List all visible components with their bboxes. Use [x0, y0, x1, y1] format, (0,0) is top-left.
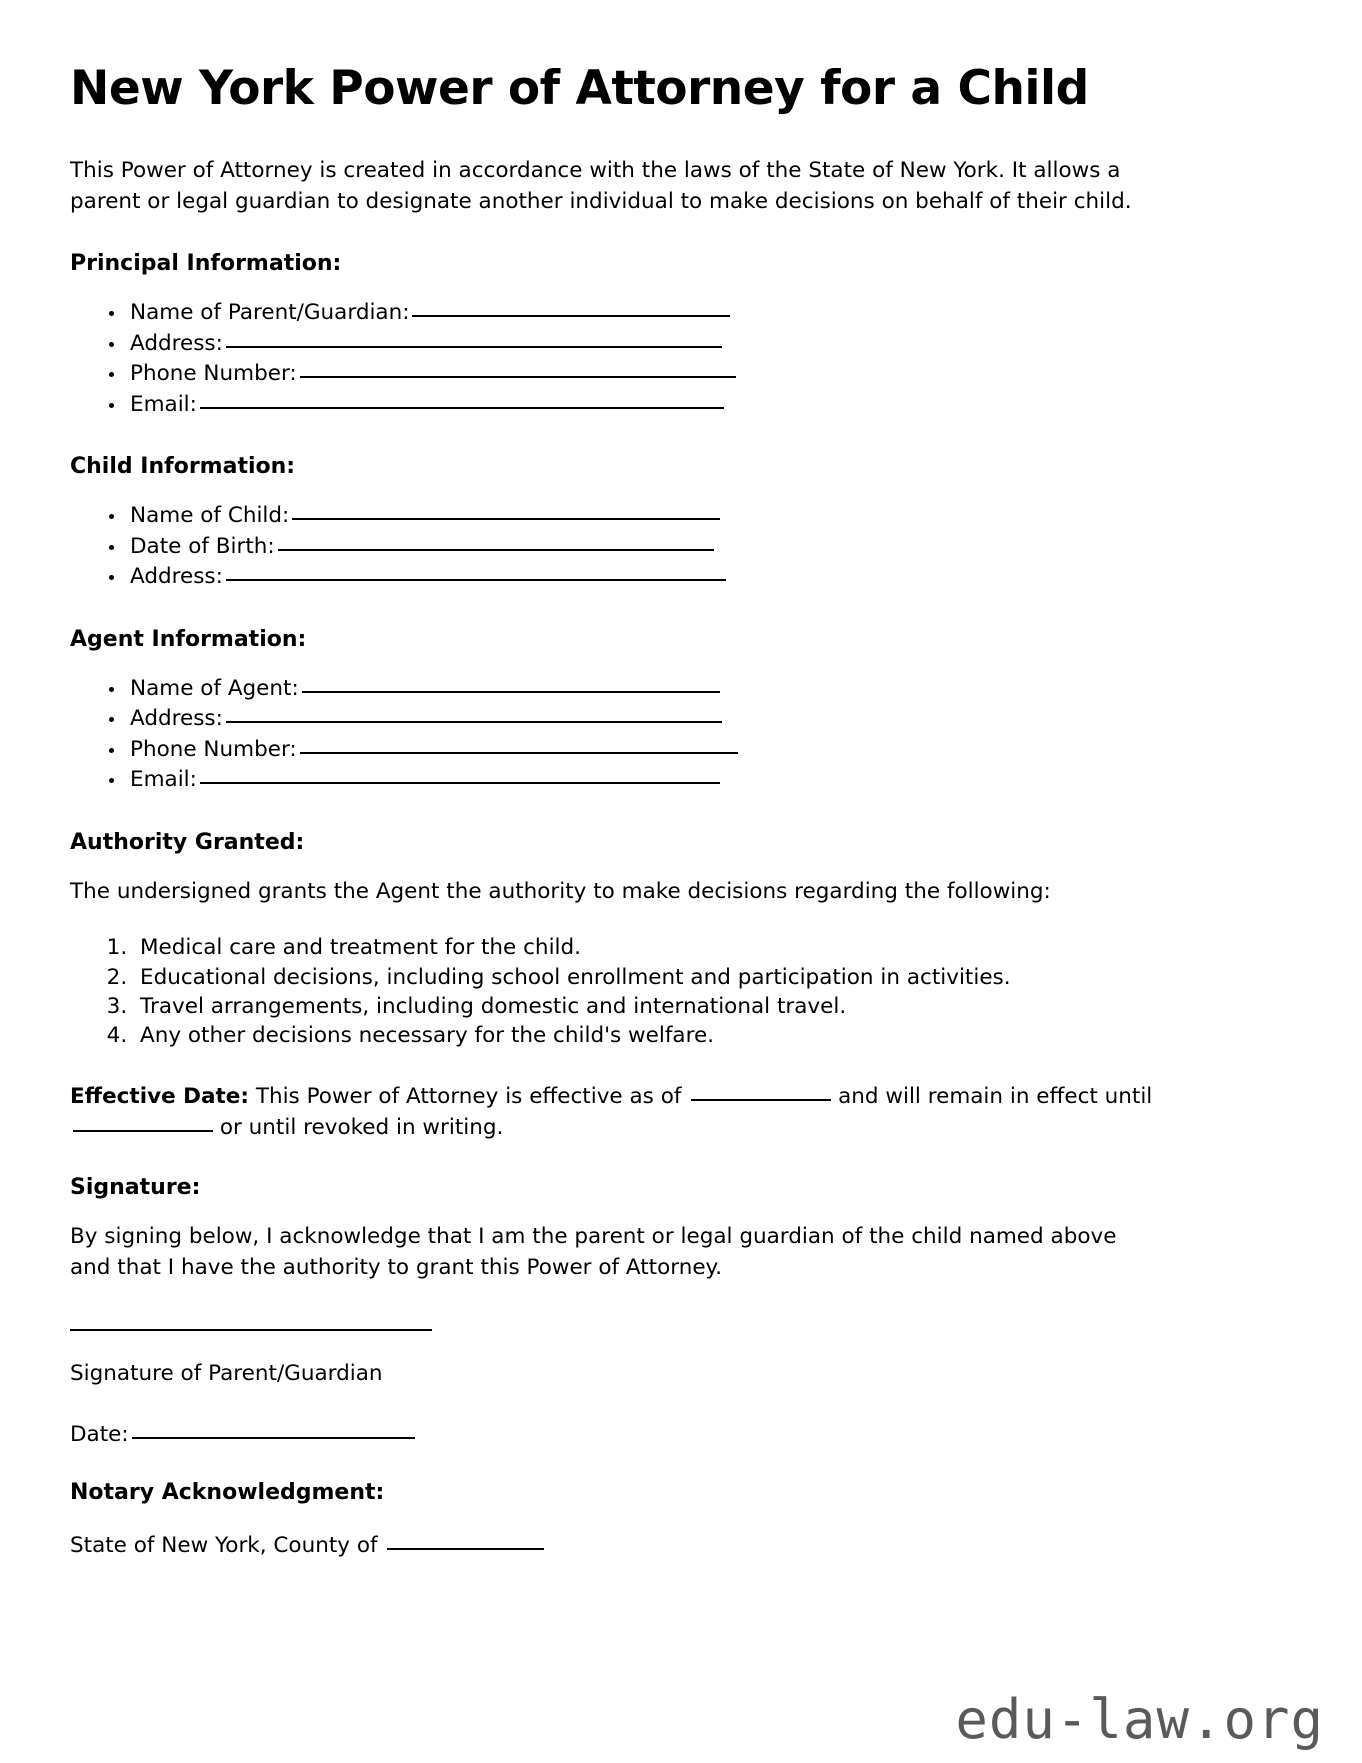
fill-in-blank[interactable]	[200, 407, 724, 409]
authority-item-list	[70, 933, 1292, 1050]
field-label: Address:	[130, 706, 223, 732]
state-county-label: State of New York, County of	[70, 1533, 385, 1559]
signature-heading: Signature:	[70, 1175, 201, 1201]
authority-granted-heading: Authority Granted:	[70, 829, 305, 855]
effective-date-label: Effective Date:	[70, 1084, 249, 1110]
effective-date-blank[interactable]	[691, 1099, 831, 1101]
child-field-list	[70, 501, 1292, 593]
page-title: New York Power of Attorney for a Child	[70, 61, 1089, 116]
list-item	[106, 704, 1292, 735]
list-item: 4. Any other decisions necessary for the child's welfare.	[134, 1021, 1292, 1050]
signature-caption: Signature of Parent/Guardian	[70, 1361, 383, 1387]
principal-information-heading: Principal Information:	[70, 251, 342, 277]
fill-in-blank[interactable]	[412, 315, 730, 317]
effective-date-text-after: or until revoked in writing.	[213, 1114, 504, 1140]
effective-date-text-before: This Power of Attorney is effective as of	[248, 1084, 689, 1110]
list-item	[106, 765, 1292, 796]
field-label: Name of Agent:	[130, 675, 299, 701]
effective-date-text-between: and will remain in effect until	[831, 1084, 1153, 1110]
field-label: Email:	[130, 391, 197, 417]
notary-state-county-row	[70, 1531, 1292, 1562]
field-label: Date of Birth:	[130, 533, 275, 559]
date-label: Date:	[70, 1421, 129, 1447]
field-label: Address:	[130, 564, 223, 590]
field-label: Name of Parent/Guardian:	[130, 300, 410, 326]
list-item	[106, 532, 1292, 563]
fill-in-blank[interactable]	[200, 782, 720, 784]
list-item	[106, 329, 1292, 360]
fill-in-blank[interactable]	[292, 518, 720, 520]
list-item	[106, 298, 1292, 329]
signature-date-row	[70, 1420, 1292, 1451]
signature-date-blank[interactable]	[132, 1437, 415, 1439]
list-item	[106, 501, 1292, 532]
list-item	[106, 674, 1292, 705]
expiration-date-blank[interactable]	[73, 1130, 213, 1132]
intro-paragraph: This Power of Attorney is created in accordance with the laws of the State of New York. It allows a parent or legal guardian to designate another individual to make decisions on behalf of their child.	[70, 158, 1132, 214]
list-item	[106, 735, 1292, 766]
authority-lead-paragraph: The undersigned grants the Agent the authority to make decisions regarding the following:	[70, 878, 1051, 904]
list-item	[106, 359, 1292, 390]
list-item: 2. Educational decisions, including school enrollment and participation in activities.	[134, 963, 1292, 992]
fill-in-blank[interactable]	[226, 346, 722, 348]
fill-in-blank[interactable]	[226, 721, 722, 723]
principal-field-list	[70, 298, 1292, 420]
signature-acknowledgement-paragraph: By signing below, I acknowledge that I am the parent or legal guardian of the child named above and that I have the authority to grant this Power of Attorney.	[70, 1224, 1117, 1280]
field-label: Email:	[130, 767, 197, 793]
field-label: Phone Number:	[130, 736, 297, 762]
fill-in-blank[interactable]	[300, 376, 736, 378]
agent-information-heading: Agent Information:	[70, 626, 307, 652]
list-item: 3. Travel arrangements, including domestic and international travel.	[134, 992, 1292, 1021]
effective-date-paragraph	[70, 1082, 1160, 1143]
fill-in-blank[interactable]	[300, 752, 738, 754]
site-watermark: edu-law.org	[955, 1688, 1324, 1751]
list-item	[106, 390, 1292, 421]
list-item: 1. Medical care and treatment for the child.	[134, 933, 1292, 962]
fill-in-blank[interactable]	[226, 579, 726, 581]
notary-acknowledgment-heading: Notary Acknowledgment:	[70, 1480, 385, 1506]
fill-in-blank[interactable]	[278, 549, 714, 551]
county-blank[interactable]	[387, 1548, 544, 1550]
signature-line[interactable]	[70, 1329, 432, 1331]
field-label: Phone Number:	[130, 361, 297, 387]
list-item	[106, 562, 1292, 593]
field-label: Name of Child:	[130, 503, 290, 529]
fill-in-blank[interactable]	[302, 691, 720, 693]
agent-field-list	[70, 674, 1292, 796]
field-label: Address:	[130, 330, 223, 356]
child-information-heading: Child Information:	[70, 454, 296, 480]
